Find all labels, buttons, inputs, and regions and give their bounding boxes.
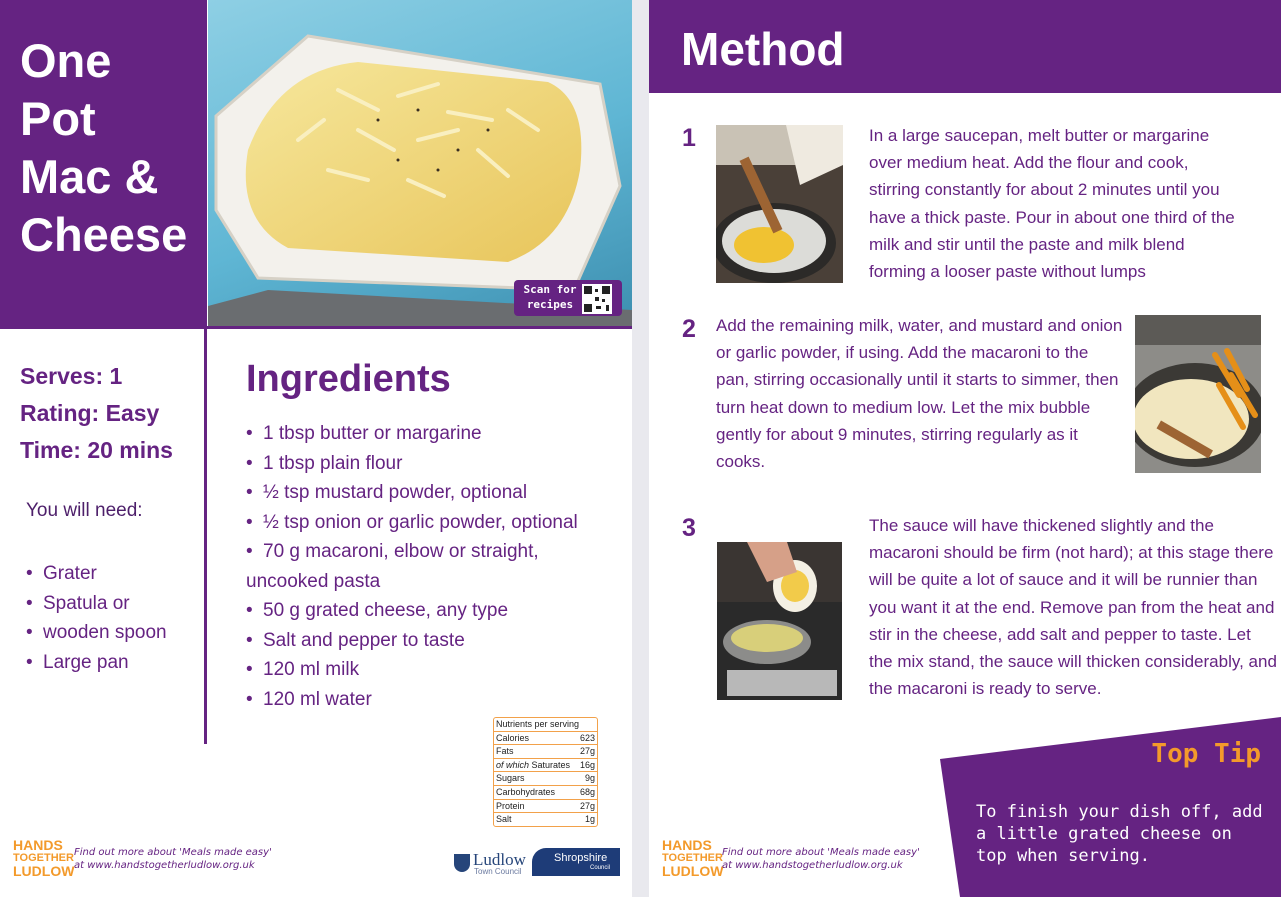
title-line: Pot bbox=[20, 92, 96, 145]
nutrition-row bbox=[494, 745, 597, 759]
nutrition-row bbox=[494, 813, 597, 826]
logo-line: LUDLOW bbox=[13, 863, 75, 879]
nutrition-table bbox=[493, 717, 598, 827]
nutrient-value: 68g bbox=[579, 786, 595, 797]
ingredient-item: • 50 g grated cheese, any type bbox=[246, 596, 626, 626]
step-1-instructions: In a large saucepan, melt butter or margarine over medium heat. Add the flour and cook, stirring constantly for about 2 minutes until you have a thick paste. Pour in about one third of the milk and stir until the paste and milk blend forming a looser paste without lumps bbox=[869, 126, 1235, 282]
crest-icon bbox=[454, 854, 470, 872]
ingredients-heading: Ingredients bbox=[246, 358, 451, 400]
shropshire-council-logo bbox=[532, 848, 620, 876]
nutrient-value: 1g bbox=[584, 814, 595, 825]
qr-caption-line: Scan for bbox=[523, 283, 577, 296]
ingredient-item: • ½ tsp onion or garlic powder, optional bbox=[246, 508, 626, 538]
equipment-item: • Spatula or bbox=[26, 589, 167, 619]
mac-and-cheese-dish-illustration bbox=[208, 0, 632, 326]
logo-line: HANDS bbox=[662, 837, 712, 853]
rating-label: Rating: Easy bbox=[20, 400, 160, 426]
step-1-photo bbox=[716, 125, 843, 283]
page-gutter bbox=[632, 0, 649, 897]
nutrition-row bbox=[494, 772, 597, 786]
logo-line: HANDS bbox=[13, 837, 63, 853]
ludlow-council-logo bbox=[454, 850, 528, 876]
step-3-instructions: The sauce will have thickened slightly and the macaroni should be firm (not hard); at this stage there will be quite a lot of sauce and it will be runnier than you want it at the end. Remove pan from the heat and stir in the cheese, add salt and pepper to taste. Let the mix stand, the sauce will thicken considerably, and the macaroni is ready to serve. bbox=[869, 516, 1277, 699]
shropshire-name: Shropshire bbox=[554, 852, 608, 864]
nutrient-value: 9g bbox=[584, 773, 595, 784]
equipment-item: • Grater bbox=[26, 559, 167, 589]
qr-badge[interactable] bbox=[514, 280, 622, 316]
nutrition-row bbox=[494, 786, 597, 800]
equipment-item: • wooden spoon bbox=[26, 618, 167, 648]
nutrition-row bbox=[494, 800, 597, 814]
step-number: 1 bbox=[682, 124, 696, 152]
step-2-photo bbox=[1135, 315, 1261, 473]
nutrition-header bbox=[494, 718, 597, 732]
nutrient-name: Carbohydrates bbox=[496, 786, 556, 797]
qr-caption bbox=[520, 282, 580, 312]
recipe-title bbox=[20, 32, 187, 264]
equipment-heading: You will need: bbox=[26, 500, 143, 521]
step-3-photo bbox=[717, 542, 842, 700]
step-number: 3 bbox=[682, 514, 696, 542]
ingredients-list bbox=[246, 419, 626, 714]
logo-line: TOGETHER bbox=[662, 852, 723, 864]
nutrient-value: 27g bbox=[579, 746, 595, 757]
footer-line: at www.handstogetherludlow.org.uk bbox=[722, 860, 903, 871]
time-label: Time: 20 mins bbox=[20, 437, 173, 463]
hands-together-logo bbox=[13, 837, 75, 879]
equipment-list bbox=[26, 559, 167, 677]
ingredient-item: • 70 g macaroni, elbow or straight, bbox=[246, 537, 626, 567]
title-panel bbox=[0, 0, 207, 328]
ingredient-item: • ½ tsp mustard powder, optional bbox=[246, 478, 626, 508]
footer-info bbox=[74, 846, 272, 872]
top-tip-title: Top Tip bbox=[1151, 739, 1261, 769]
nutrient-value: 27g bbox=[579, 800, 595, 811]
footer-line: Find out more about 'Meals made easy' bbox=[74, 847, 272, 858]
ingredient-item: • 1 tbsp butter or margarine bbox=[246, 419, 626, 449]
nutrient-name: Salt bbox=[496, 814, 512, 825]
footer-info bbox=[722, 846, 920, 872]
vertical-divider bbox=[204, 326, 207, 744]
serves-label: Serves: 1 bbox=[20, 363, 123, 389]
nutrition-header-label: Nutrients per serving bbox=[496, 719, 580, 729]
step-2-instructions: Add the remaining milk, water, and mustard and onion or garlic powder, if using. Add the macaroni to the pan, stirring occasionally until it starts to simmer, then turn heat down to medium low. Let the mix bubble gently for about 9 minutes, stirring regularly as it cooks. bbox=[716, 316, 1123, 472]
title-line: One bbox=[20, 34, 112, 87]
nutrition-row bbox=[494, 759, 597, 773]
logo-line: TOGETHER bbox=[13, 852, 74, 864]
ingredient-item: • Salt and pepper to taste bbox=[246, 626, 626, 656]
recipe-meta bbox=[20, 358, 173, 469]
title-line: Cheese bbox=[20, 208, 188, 261]
recipe-method-page bbox=[649, 0, 1281, 897]
ludlow-name: Ludlow bbox=[473, 850, 526, 869]
step-number: 2 bbox=[682, 315, 696, 343]
ingredient-item-continued: uncooked pasta bbox=[246, 570, 381, 592]
nutrient-name: Fats bbox=[496, 746, 514, 757]
horizontal-divider bbox=[0, 326, 632, 329]
nutrient-name-italic: of which bbox=[496, 759, 530, 770]
hands-together-logo bbox=[662, 837, 724, 879]
nutrient-name-rest: Saturates bbox=[529, 759, 571, 770]
dish-photo bbox=[208, 0, 632, 326]
nutrient-name: Protein bbox=[496, 800, 525, 811]
method-header bbox=[649, 0, 1281, 93]
nutrient-name bbox=[496, 759, 570, 772]
nutrient-name: Sugars bbox=[496, 773, 525, 784]
method-title: Method bbox=[681, 23, 845, 75]
qr-caption-line: recipes bbox=[526, 298, 574, 311]
equipment-item: • Large pan bbox=[26, 648, 167, 678]
nutrient-name: Calories bbox=[496, 732, 530, 743]
footer-line: at www.handstogetherludlow.org.uk bbox=[74, 860, 255, 871]
shropshire-sub: Council bbox=[590, 865, 611, 871]
nutrient-value: 16g bbox=[579, 759, 595, 770]
ingredient-item: • 120 ml water bbox=[246, 685, 626, 715]
title-line: Mac & bbox=[20, 150, 159, 203]
nutrition-row bbox=[494, 732, 597, 746]
top-tip-panel bbox=[940, 717, 1281, 897]
recipe-front-page bbox=[0, 0, 632, 897]
qr-code-icon bbox=[582, 284, 612, 314]
ingredient-item: • 120 ml milk bbox=[246, 655, 626, 685]
ingredient-item: • 1 tbsp plain flour bbox=[246, 449, 626, 479]
ludlow-sub: Town Council bbox=[474, 867, 522, 876]
nutrient-value: 623 bbox=[579, 732, 595, 743]
logo-line: LUDLOW bbox=[662, 863, 724, 879]
top-tip-text: To finish your dish off, add a little grated cheese on top when serving. bbox=[976, 802, 1263, 866]
footer-line: Find out more about 'Meals made easy' bbox=[722, 847, 920, 858]
